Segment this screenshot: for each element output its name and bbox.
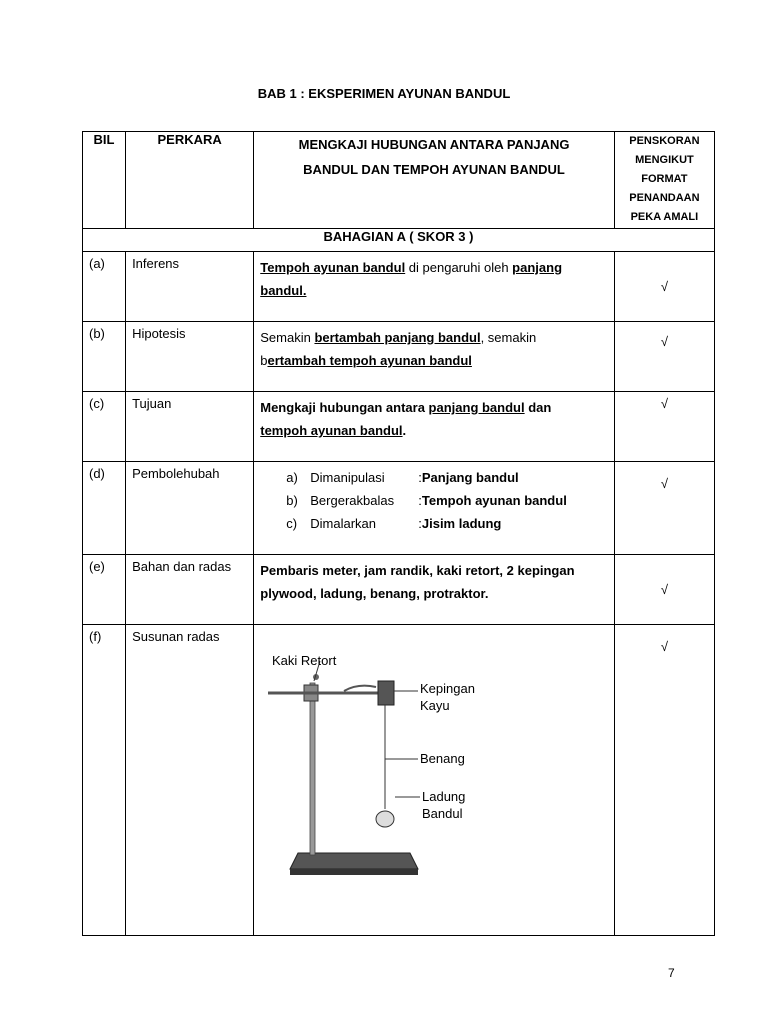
header-description-line-2: BANDUL DAN TEMPOH AYUNAN BANDUL	[303, 162, 565, 177]
variable-separator: :	[418, 470, 422, 485]
page-number: 7	[668, 966, 675, 980]
row-bil: (b)	[83, 322, 126, 392]
text-segment: , semakin	[480, 330, 537, 345]
text-segment: tempoh ayunan bandul	[260, 423, 403, 438]
row-bil: (f)	[83, 625, 126, 936]
scoring-line: PENANDAAN	[629, 192, 700, 204]
experiment-table	[82, 131, 715, 936]
text-segment: di pengaruhi oleh	[405, 260, 513, 275]
variable-item	[260, 489, 608, 512]
table-row	[83, 555, 715, 625]
variable-number: c)	[286, 516, 298, 531]
variable-label: Dimanipulasi	[310, 470, 385, 485]
row-perkara: Pembolehubah	[126, 462, 254, 555]
variable-value: Jisim ladung	[421, 516, 502, 531]
variable-number: b)	[286, 493, 298, 508]
stand-base-edge	[290, 869, 418, 875]
check-mark: √	[614, 555, 714, 625]
text-segment: bertambah panjang bandul	[314, 330, 481, 345]
check-mark: √	[614, 392, 714, 462]
table-row	[83, 322, 715, 392]
text-segment: ertambah tempoh ayunan bandul	[267, 353, 472, 368]
text-segment: Tempoh ayunan bandul	[260, 260, 406, 275]
check-mark: √	[614, 462, 714, 555]
text-segment: b	[260, 353, 268, 368]
row-perkara: Susunan radas	[126, 625, 254, 936]
plywood-pieces	[378, 681, 394, 705]
header-perkara: PERKARA	[126, 132, 254, 229]
scoring-line: PEKA AMALI	[630, 211, 699, 223]
header-description-line-1: MENGKAJI HUBUNGAN ANTARA PANJANG	[298, 137, 570, 152]
check-mark: √	[614, 322, 714, 392]
row-bil: (c)	[83, 392, 126, 462]
table-row	[83, 252, 715, 322]
variables-list	[254, 462, 615, 555]
text-segment: panjang bandul	[428, 400, 525, 415]
table-row	[83, 462, 715, 555]
variable-value: Tempoh ayunan bandul	[421, 493, 567, 508]
scoring-line: FORMAT	[641, 173, 688, 185]
row-bil: (e)	[83, 555, 126, 625]
header-row	[83, 132, 715, 229]
variable-item	[260, 466, 608, 489]
row-perkara: Tujuan	[126, 392, 254, 462]
table-row	[83, 392, 715, 462]
row-description	[254, 252, 615, 322]
row-bil: (d)	[83, 462, 126, 555]
table-row	[83, 625, 715, 936]
text-segment: panjang bandul.	[260, 260, 563, 298]
section-title: BAHAGIAN A ( SKOR 3 )	[83, 229, 715, 252]
section-row	[83, 229, 715, 252]
label-bob-2: Bandul	[422, 806, 463, 821]
variable-separator: :	[418, 493, 422, 508]
apparatus-diagram	[254, 625, 614, 925]
header-bil: BIL	[83, 132, 126, 229]
label-stand: Kaki Retort	[272, 653, 337, 668]
row-perkara: Bahan dan radas	[126, 555, 254, 625]
variable-number: a)	[286, 470, 298, 485]
variable-item	[260, 512, 608, 535]
label-wood-2: Kayu	[420, 698, 450, 713]
apparatus-cell	[254, 625, 615, 936]
text-segment: Semakin	[260, 330, 315, 345]
variable-label: Bergerakbalas	[310, 493, 395, 508]
header-description	[254, 132, 615, 229]
label-wood-1: Kepingan	[420, 681, 476, 696]
check-mark: √	[614, 252, 714, 322]
check-mark: √	[614, 625, 714, 936]
scoring-line: PENSKORAN	[629, 135, 700, 147]
label-string: Benang	[420, 751, 466, 766]
row-description: Pembaris meter, jam randik, kaki retort, 2 kepingan plywood, ladung, benang, protraktor.	[254, 555, 615, 625]
text-segment: Mengkaji hubungan antara	[260, 400, 429, 415]
row-perkara: Inferens	[126, 252, 254, 322]
header-scoring	[614, 132, 714, 229]
row-bil: (a)	[83, 252, 126, 322]
row-perkara: Hipotesis	[126, 322, 254, 392]
row-description	[254, 322, 615, 392]
variable-value: Panjang bandul	[421, 470, 519, 485]
row-description	[254, 392, 615, 462]
variable-separator: :	[418, 516, 422, 531]
text-segment: .	[402, 423, 407, 438]
scoring-line: MENGIKUT	[635, 154, 694, 166]
label-bob-1: Ladung	[422, 789, 466, 804]
page-title: BAB 1 : EKSPERIMEN AYUNAN BANDUL	[257, 86, 511, 101]
text-segment: dan	[524, 400, 552, 415]
variable-label: Dimalarkan	[310, 516, 376, 531]
clamp-jaw	[344, 686, 376, 691]
stand-rod	[310, 683, 315, 855]
pendulum-bob	[376, 811, 394, 827]
stand-base	[290, 853, 418, 869]
